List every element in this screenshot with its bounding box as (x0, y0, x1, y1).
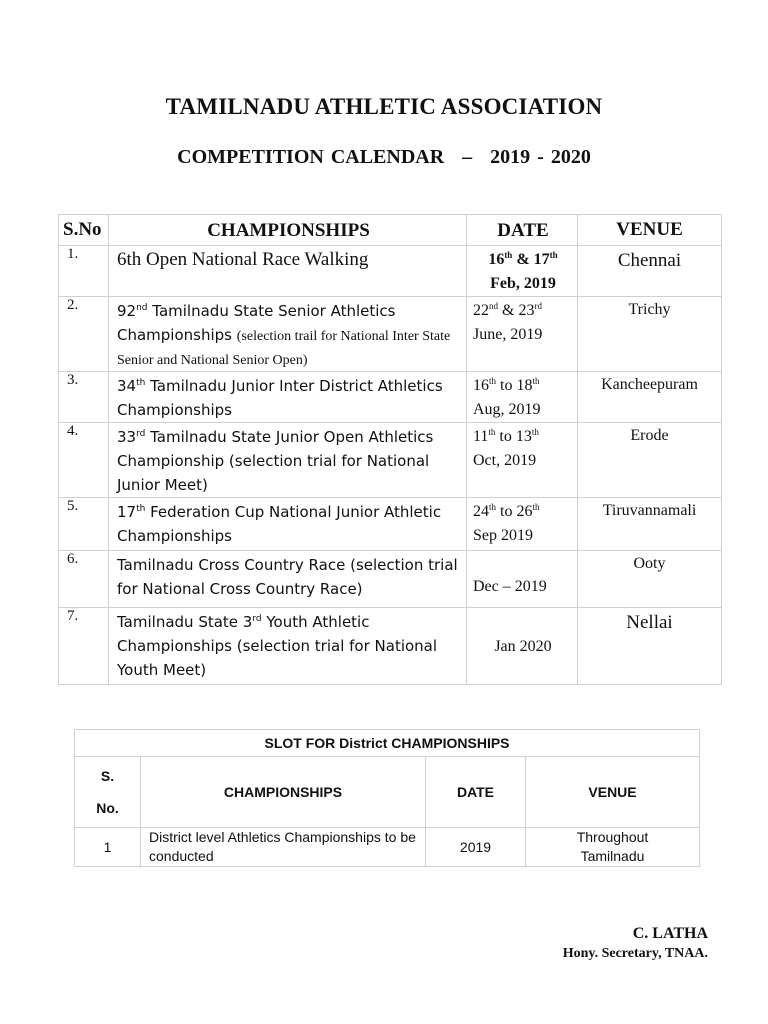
table-row (75, 828, 700, 867)
table-row (59, 246, 722, 297)
slot-caption: SLOT FOR District CHAMPIONSHIPS (75, 730, 700, 757)
row-date: Dec – 2019 (467, 551, 578, 608)
row-venue: Erode (578, 423, 722, 498)
row-venue: Nellai (578, 608, 722, 685)
title-dash: – (462, 146, 473, 168)
document-title: TAMILNADU ATHLETIC ASSOCIATION (165, 94, 603, 119)
row-date: 16th & 17th Feb, 2019 (467, 246, 578, 297)
row-venue: Kancheepuram (578, 372, 722, 423)
calendar-years: 2019 - 2020 (490, 146, 591, 168)
row-sno: 7. (59, 608, 109, 685)
table-row (59, 498, 722, 551)
slot-header-venue: VENUE (526, 757, 700, 828)
signatory-name: C. LATHA (632, 925, 708, 942)
row-sno: 5. (59, 498, 109, 551)
table-row (59, 423, 722, 498)
slot-header-championships: CHAMPIONSHIPS (141, 757, 426, 828)
row-date: 24th to 26th Sep 2019 (467, 498, 578, 551)
row-championship: Tamilnadu Cross Country Race (selection trial for National Cross Country Race) (109, 551, 467, 608)
slot-row-venue: Throughout Tamilnadu (526, 828, 700, 867)
row-championship: 17th Federation Cup National Junior Athletic Championships (109, 498, 467, 551)
row-date: 11th to 13th Oct, 2019 (467, 423, 578, 498)
signatory-title: Hony. Secretary, TNAA. (562, 946, 708, 961)
row-venue: Chennai (578, 246, 722, 297)
slot-header-row (75, 757, 700, 828)
table-row (59, 608, 722, 685)
row-venue: Ooty (578, 551, 722, 608)
row-championship: 33rd Tamilnadu State Junior Open Athletics Championship (selection trial for National Junior Meet) (109, 423, 467, 498)
table-row (59, 297, 722, 372)
row-sno: 1. (59, 246, 109, 297)
row-championship: 34th Tamilnadu Junior Inter District Athletics Championships (109, 372, 467, 423)
row-championship: 92nd Tamilnadu State Senior Athletics Championships (selection trail for National Inter State Senior and National Senior Open) (109, 297, 467, 372)
header-championships: CHAMPIONSHIPS (109, 215, 467, 246)
slot-header-sno: S. No. (75, 757, 141, 828)
row-date: Jan 2020 (467, 608, 578, 685)
slot-row-sno: 1 (75, 828, 141, 867)
competition-calendar-table (58, 214, 722, 685)
table-row (59, 372, 722, 423)
calendar-label: COMPETITION CALENDAR (177, 146, 445, 168)
slot-row-championship: District level Athletics Championships to be conducted (141, 828, 426, 867)
row-date: 22nd & 23rd June, 2019 (467, 297, 578, 372)
table-header-row (59, 215, 722, 246)
header-venue: VENUE (578, 215, 722, 246)
row-venue: Trichy (578, 297, 722, 372)
row-venue: Tiruvannamali (578, 498, 722, 551)
slot-header-date: DATE (426, 757, 526, 828)
row-date: 16th to 18th Aug, 2019 (467, 372, 578, 423)
row-sno: 3. (59, 372, 109, 423)
slot-row-date: 2019 (426, 828, 526, 867)
calendar-subtitle (0, 146, 768, 169)
row-championship: 6th Open National Race Walking (109, 246, 467, 297)
row-sno: 4. (59, 423, 109, 498)
table-row (59, 551, 722, 608)
header-date: DATE (467, 215, 578, 246)
slot-caption-row (75, 730, 700, 757)
district-slot-table (74, 729, 700, 867)
row-sno: 6. (59, 551, 109, 608)
row-championship: Tamilnadu State 3rd Youth Athletic Championships (selection trial for National Youth Meet) (109, 608, 467, 685)
header-sno: S.No (59, 215, 109, 246)
row-sno: 2. (59, 297, 109, 372)
